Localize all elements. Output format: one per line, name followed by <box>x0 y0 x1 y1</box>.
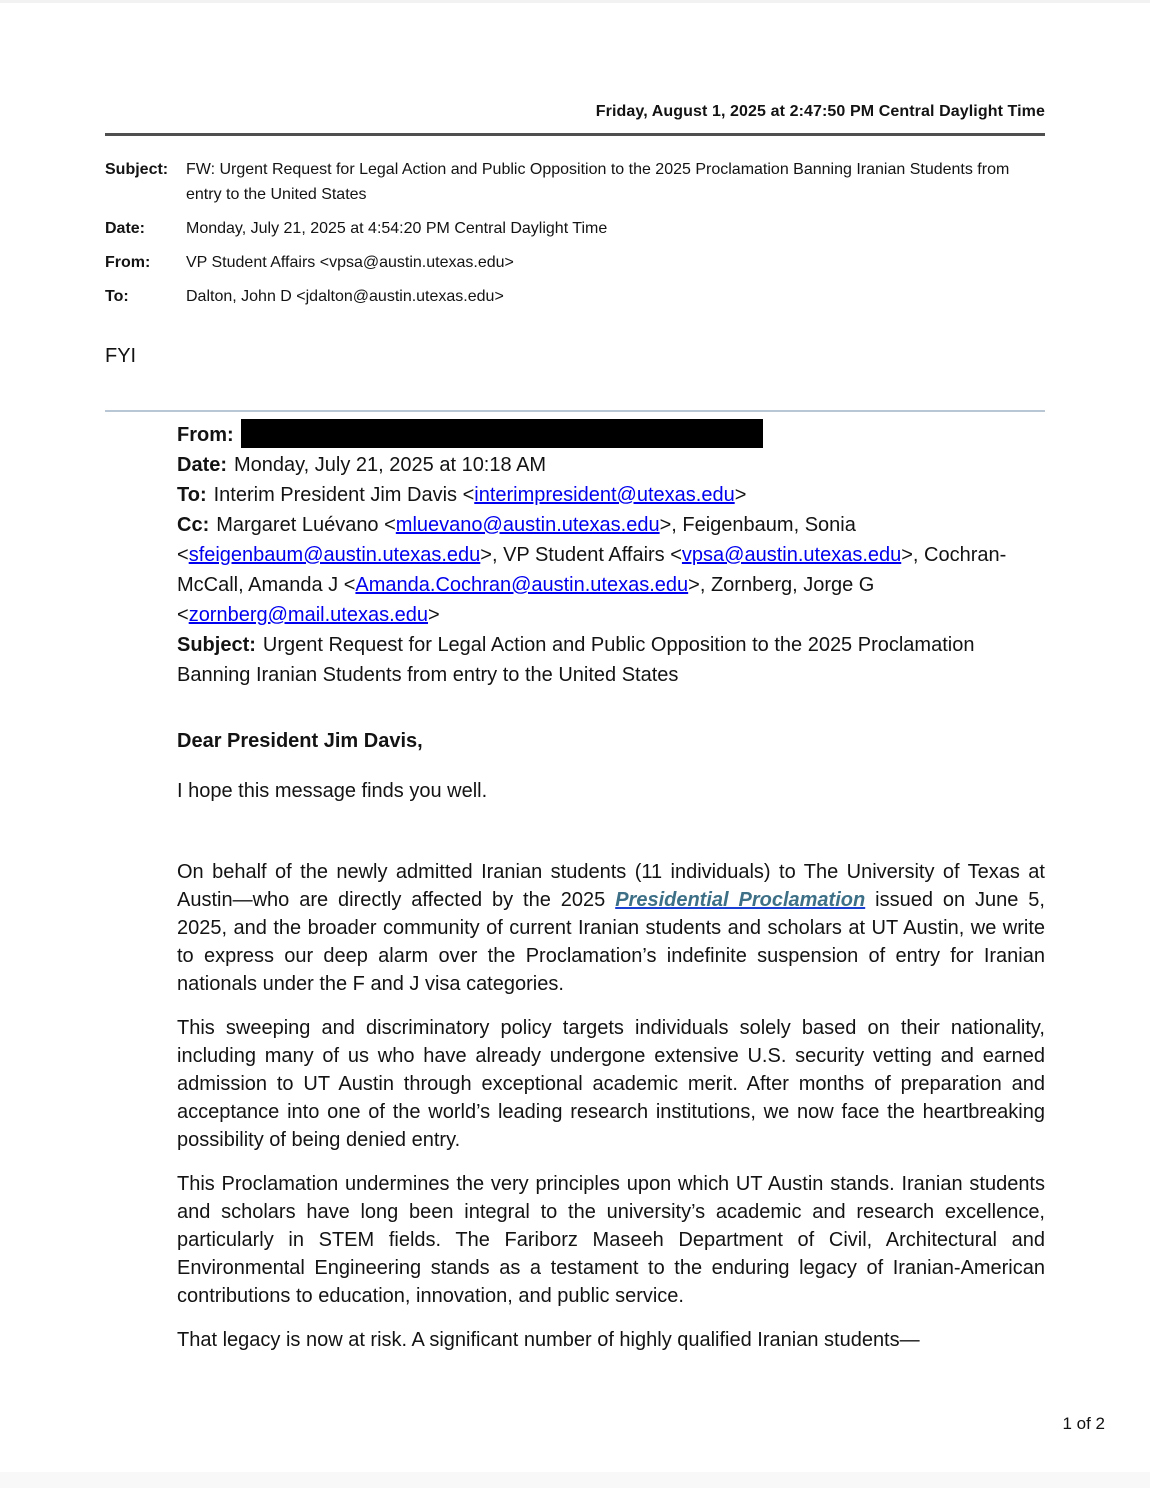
header-divider <box>105 133 1045 136</box>
fwd-cc-line <box>177 510 1045 630</box>
email-link[interactable]: interimpresident@utexas.edu <box>474 484 735 506</box>
text-segment: Margaret Luévano < <box>216 514 396 536</box>
to-label: To: <box>105 288 129 305</box>
text-segment: issued on June 5, 2025, and the broader community of current Iranian students and scholars at UT Austin, we write to express our deep alarm over the Proclamation’s indefinite suspension of entry for Iranian nationals under the F and J visa categories. <box>177 889 1045 995</box>
fyi-note: FYI <box>105 345 137 367</box>
body-paragraph-1 <box>177 858 1045 998</box>
date-value: Monday, July 21, 2025 at 4:54:20 PM Central Daylight Time <box>186 220 608 237</box>
from-label: From: <box>105 254 151 271</box>
fwd-subject-label: Subject: <box>177 634 256 656</box>
text-segment: > <box>428 604 440 626</box>
body-paragraph-3: This Proclamation undermines the very principles upon which UT Austin stands. Iranian students and scholars have long been integral to the university’s academic and research excellence, particularly in STEM fields. The Fariborz Maseeh Department of Civil, Architectural and Environmental Engineering stands as a testament to the enduring legacy of Iranian-American contributions to education, innovation, and public service. <box>177 1173 1045 1307</box>
fwd-date-line <box>177 450 1045 480</box>
fwd-cc-label: Cc: <box>177 514 210 536</box>
text-segment: >, VP Student Affairs < <box>480 544 682 566</box>
fwd-from-label: From: <box>177 424 234 446</box>
text-segment: Interim President Jim Davis < <box>213 484 475 506</box>
email-body <box>177 726 1045 1354</box>
outer-email-header <box>105 157 1045 309</box>
fwd-subject-line <box>177 630 1045 690</box>
to-value: Dalton, John D <jdalton@austin.utexas.edu> <box>186 288 504 305</box>
print-timestamp: Friday, August 1, 2025 at 2:47:50 PM Central Daylight Time <box>595 103 1045 120</box>
email-link[interactable]: vpsa@austin.utexas.edu <box>681 544 902 566</box>
redaction-bar <box>241 419 763 448</box>
fwd-cc-value <box>177 514 1006 626</box>
email-link[interactable]: mluevano@austin.utexas.edu <box>395 514 660 536</box>
proclamation-link[interactable]: Presidential Proclamation <box>615 889 866 911</box>
email-link[interactable]: sfeigenbaum@austin.utexas.edu <box>188 544 481 566</box>
greeting: Dear President Jim Davis, <box>177 730 423 752</box>
fwd-from-line <box>177 420 1045 450</box>
text-segment: >, Zornberg, Jorge G < <box>177 574 875 626</box>
page-number: 1 of 2 <box>1062 1414 1105 1433</box>
fwd-to-line <box>177 480 1045 510</box>
from-value: VP Student Affairs <vpsa@austin.utexas.edu> <box>186 254 514 271</box>
body-paragraph-4: That legacy is now at risk. A significant number of highly qualified Iranian students— <box>177 1329 920 1351</box>
date-label: Date: <box>105 220 146 237</box>
text-segment: On behalf of the newly admitted Iranian students (11 individuals) to The University of Texas at Austin—who are directly affected by the 2025 <box>177 861 1045 911</box>
fwd-subject-value: Urgent Request for Legal Action and Public Opposition to the 2025 Proclamation Banning Iranian Students from entry to the United States <box>177 634 975 686</box>
text-segment: >, Feigenbaum, Sonia < <box>177 514 856 566</box>
intro-line: I hope this message finds you well. <box>177 780 488 802</box>
text-segment: >, Cochran-McCall, Amanda J < <box>177 544 1007 596</box>
fwd-to-label: To: <box>177 484 207 506</box>
fwd-date-value: Monday, July 21, 2025 at 10:18 AM <box>234 454 547 476</box>
page-edge-bottom <box>0 1472 1150 1488</box>
forwarded-email-header <box>177 420 1045 690</box>
page-edge-top <box>0 0 1150 3</box>
body-paragraph-2: This sweeping and discriminatory policy targets individuals solely based on their nationality, including many of us who have already undergone extensive U.S. security vetting and earned admission to UT Austin through exceptional academic merit. After months of preparation and acceptance into one of the world’s leading research institutions, we now face the heartbreaking possibility of being denied entry. <box>177 1017 1045 1151</box>
subject-label: Subject: <box>105 161 169 178</box>
text-segment: > <box>734 484 747 506</box>
email-link[interactable]: Amanda.Cochran@austin.utexas.edu <box>355 574 689 596</box>
forwarded-message-divider <box>105 410 1045 412</box>
email-link[interactable]: zornberg@mail.utexas.edu <box>188 604 429 626</box>
fwd-to-value <box>214 484 747 506</box>
subject-value: FW: Urgent Request for Legal Action and Public Opposition to the 2025 Proclamation Banning Iranian Students from entry to the United States <box>186 161 1010 203</box>
fwd-date-label: Date: <box>177 454 228 476</box>
